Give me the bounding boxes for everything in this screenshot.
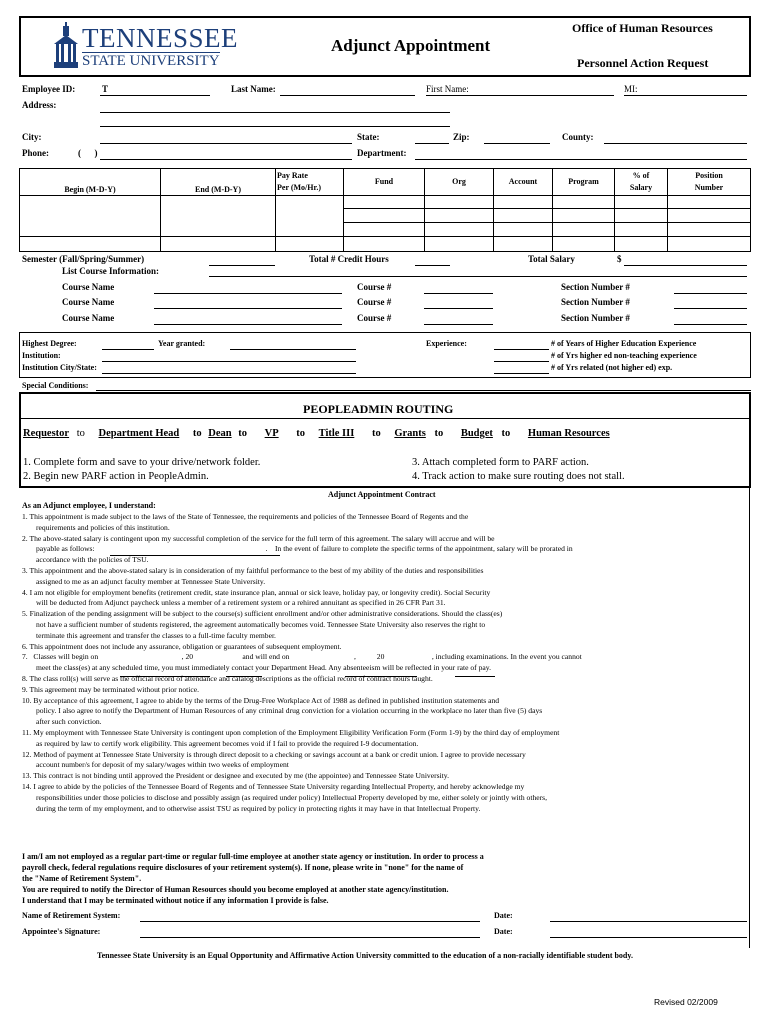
col-end: End (M-D-Y) <box>195 185 241 194</box>
last-name-label: Last Name: <box>231 84 276 94</box>
contract-text <box>22 512 742 814</box>
course-name-label-2: Course Name <box>62 297 115 307</box>
routing-divider <box>19 418 751 419</box>
col-org: Org <box>452 177 466 186</box>
route-dean-label: Dean <box>208 428 232 439</box>
routing-step-2: 2. Begin new PARF action in PeopleAdmin. <box>23 471 209 482</box>
revised-date: Revised 02/2009 <box>654 997 718 1007</box>
route-title-iii-label: Title III <box>318 428 355 439</box>
section-num-label-3: Section Number # <box>561 313 630 323</box>
col-pay-rate-1: Pay Rate <box>277 171 308 180</box>
signature-field[interactable] <box>140 937 480 938</box>
route-to-6: to <box>434 428 444 439</box>
contract-right-border <box>749 488 750 948</box>
dollar-sign: $ <box>617 254 622 264</box>
contract-line: not have a sufficient number of students registered, the agreement automatically becomes void. Tennessee State University also reserves the right to <box>36 619 486 629</box>
contract-line: 3. This appointment and the above-stated salary is in consideration of my faithful performance to the best of my ability of the duties and responsibilities <box>22 565 484 575</box>
contract-line: 9. This agreement may be terminated without prior notice. <box>22 684 199 694</box>
route-hr-label: Human Resources <box>527 428 610 439</box>
form-title: Adjunct Appointment <box>331 36 491 55</box>
disclosure-5: I understand that I may be terminated without notice if any information I provide is false. <box>22 896 329 905</box>
contract-line: 14. I agree to abide by the policies of the Tennessee Board of Regents and of Tennessee State University regarding Intellectual Property, and hereby acknowledge my <box>22 781 525 791</box>
logo-rule <box>82 52 220 53</box>
city-label: City: <box>22 132 42 142</box>
course-num-field-3[interactable] <box>424 324 493 325</box>
address-label: Address: <box>22 100 57 110</box>
contract-line: policy. I also agree to notify the Department of Human Resources of any criminal drug conviction for a violation occurring in the workplace no later than five (5) days <box>36 706 543 716</box>
signature-label: Appointee's Signature: <box>22 927 101 936</box>
first-name-label: First Name: <box>426 84 469 94</box>
zip-field[interactable] <box>484 143 550 144</box>
tsu-logo <box>52 22 238 72</box>
course-name-field-1[interactable] <box>154 293 342 294</box>
contract-line: terminate this agreement and transfer the classes to a full-time faculty member. <box>36 630 276 640</box>
course-list-field[interactable] <box>209 276 747 277</box>
address-field-1[interactable] <box>100 112 450 113</box>
phone-field[interactable] <box>100 159 352 160</box>
course-num-label-1: Course # <box>357 282 392 292</box>
col-fund: Fund <box>374 177 394 186</box>
col-position-2: Number <box>694 183 724 192</box>
contract-line: 6. This appointment does not include any assurance, obligation or guarantees of subsequent employment. <box>22 641 342 651</box>
contract-line: payable as follows: . In the event of failure to complete the specific terms of the appointment, salary will be prorated in <box>36 544 573 554</box>
contract-line: 13. This contract is not binding until approved the President or designee and executed by me (the appointee) and Tennessee State University. <box>22 771 449 781</box>
date-field-1[interactable] <box>550 921 747 922</box>
contract-line: meet the class(es) at any scheduled time, you must immediately contact your Department Head. Any absenteeism will be reflected in your rate of pay. <box>36 663 491 673</box>
retirement-field[interactable] <box>140 921 480 922</box>
route-dept-head-label: Department Head <box>98 428 180 439</box>
classes-begin-year-field[interactable] <box>226 676 262 677</box>
eeo-statement: Tennessee State University is an Equal Opportunity and Affirmative Action University committed to the education of a non-racially identifiable student body. <box>97 951 633 960</box>
state-label: State: <box>357 132 380 142</box>
employee-id-value[interactable]: T <box>102 84 109 94</box>
col-position-1: Position <box>695 171 723 180</box>
course-name-field-2[interactable] <box>154 308 342 309</box>
last-name-field[interactable] <box>280 95 415 96</box>
total-salary-field[interactable] <box>624 265 747 266</box>
pay-table-row-line <box>19 236 751 237</box>
course-name-label-1: Course Name <box>62 282 115 292</box>
total-salary-label: Total Salary <box>528 254 575 264</box>
institution-label: Institution: <box>22 351 61 360</box>
date-field-2[interactable] <box>550 937 747 938</box>
route-requestor-label: Requestor <box>23 428 70 439</box>
course-name-label-3: Course Name <box>62 313 115 323</box>
classes-end-field[interactable] <box>345 676 417 677</box>
route-budget <box>461 428 493 439</box>
contract-line: 8. The class roll(s) will serve as the official record of attendance and catalog descriptions as the official record of contract hours taught. <box>22 673 433 683</box>
route-to-2: to <box>192 428 202 439</box>
col-percent-2: Salary <box>629 183 653 192</box>
col-percent <box>615 170 667 194</box>
contract-line: accordance with the policies of TSU. <box>36 555 149 565</box>
logo-line2: STATE UNIVERSITY <box>82 53 220 69</box>
county-field[interactable] <box>604 143 747 144</box>
date-label-2: Date: <box>494 927 513 936</box>
institution-city-field[interactable] <box>102 373 356 374</box>
disclosure-3: the "Name of Retirement System". <box>22 874 142 883</box>
form-subtitle: Personnel Action Request <box>577 56 709 70</box>
retirement-label: Name of Retirement System: <box>22 911 121 920</box>
route-grants <box>394 428 426 439</box>
disclosure-2: payroll check, federal regulations require disclosures of your retirement system(s). If none, please write in "none" for the name of <box>22 863 464 872</box>
semester-label: Semester (Fall/Spring/Summer) <box>22 254 145 264</box>
department-label: Department: <box>357 148 407 158</box>
zip-label: Zip: <box>453 132 470 142</box>
routing-step-4: 4. Track action to make sure routing does not stall. <box>412 471 625 482</box>
section-num-field-2[interactable] <box>674 308 747 309</box>
section-num-label-2: Section Number # <box>561 297 630 307</box>
contract-line: 7. Classes will begin on , 20 and will end on , 20 , including examinations. In the event you cannot <box>22 652 582 662</box>
county-label: County: <box>562 132 594 142</box>
route-to-4: to <box>296 428 305 439</box>
section-num-field-1[interactable] <box>674 293 747 294</box>
exp-field-3[interactable] <box>494 373 549 374</box>
col-program: Program <box>568 177 599 186</box>
mi-label: MI: <box>624 84 638 94</box>
year-granted-label: Year granted: <box>158 339 206 348</box>
total-credit-label: Total # Credit Hours <box>309 254 389 264</box>
exp-label-2: # of Yrs higher ed non-teaching experience <box>551 351 697 360</box>
contract-line: after such conviction. <box>36 717 102 727</box>
address-field-2[interactable] <box>100 126 450 127</box>
contract-title: Adjunct Appointment Contract <box>328 490 436 499</box>
route-to-1: to <box>76 428 85 439</box>
special-conditions-field[interactable] <box>96 390 751 391</box>
routing-title: PEOPLEADMIN ROUTING <box>303 402 454 416</box>
classes-end-year-field[interactable] <box>455 676 495 677</box>
total-credit-field[interactable] <box>415 265 450 266</box>
contract-line: account number/s for deposit of my salary/wages within two weeks of employment <box>36 760 289 770</box>
route-requestor <box>23 428 69 439</box>
logo-line1: TENNESSEE <box>82 23 238 53</box>
experience-label: Experience: <box>426 339 467 348</box>
route-to-7: to <box>501 428 511 439</box>
col-position <box>668 170 750 194</box>
contract-line: will be deducted from Adjunct paycheck unless a member of a retirement system or a rehired annuitant as specified in 26 CFR Part 31. <box>36 598 446 608</box>
route-dean <box>208 428 231 439</box>
institution-city-label: Institution City/State: <box>22 363 97 372</box>
classes-begin-field[interactable] <box>120 676 210 677</box>
institution-field[interactable] <box>102 361 356 362</box>
route-to-5: to <box>371 428 381 439</box>
highest-degree-label: Highest Degree: <box>22 339 77 348</box>
exp-label-1: # of Years of Higher Education Experience <box>551 339 697 348</box>
office-label: Office of Human Resources <box>572 21 713 35</box>
pay-table-divider <box>275 168 276 252</box>
col-account: Account <box>508 177 538 186</box>
routing-step-3: 3. Attach completed form to PARF action. <box>412 457 589 468</box>
contract-line: during the term of my employment, and to otherwise assist TSU as required by policy in protecting rights it may have in that Intellectual Property. <box>36 803 481 813</box>
route-budget-label: Budget <box>460 428 493 439</box>
phone-value[interactable]: ( ) <box>78 148 98 158</box>
section-num-label-1: Section Number # <box>561 282 630 292</box>
payable-field[interactable] <box>110 555 280 556</box>
section-num-field-3[interactable] <box>674 324 747 325</box>
col-percent-1: % of <box>632 171 650 180</box>
mi-field[interactable] <box>624 95 747 96</box>
pay-table-row-line <box>343 222 751 223</box>
date-label-1: Date: <box>494 911 513 920</box>
route-hr <box>528 428 610 439</box>
exp-field-2[interactable] <box>494 361 549 362</box>
pay-table-row-line <box>343 208 751 209</box>
state-field[interactable] <box>415 143 449 144</box>
contract-line: 12. Method of payment at Tennessee State University is through direct deposit to a checking or savings account at a bank or credit union. I agree to provide necessary <box>22 749 526 759</box>
contract-line: 1. This appointment is made subject to the laws of the State of Tennessee, the requirements and policies of the Tennessee Board of Regents and the <box>22 512 469 521</box>
exp-label-3: # of Yrs related (not higher ed) exp. <box>551 363 673 372</box>
year-granted-field[interactable] <box>230 349 356 350</box>
route-vp-label: VP <box>264 428 279 439</box>
phone-label: Phone: <box>22 148 49 158</box>
contract-line: as required by law to certify work eligibility. This agreement becomes void if I fail to provide the required I-9 documentation. <box>36 738 419 748</box>
routing-chain <box>23 428 610 439</box>
first-name-field[interactable] <box>426 95 614 96</box>
department-field[interactable] <box>415 159 747 160</box>
course-num-field-1[interactable] <box>424 293 493 294</box>
contract-line: 11. My employment with Tennessee State University is contingent upon completion of the Employment Eligibility Verification Form (Form 1-9) by the third day of employment <box>22 727 560 737</box>
capitol-icon <box>52 22 80 70</box>
employee-id-label: Employee ID: <box>22 84 76 94</box>
contract-line: assigned to me as an adjunct faculty member at Tennessee State University. <box>36 576 266 586</box>
route-dept-head <box>99 428 180 439</box>
highest-degree-field[interactable] <box>102 349 154 350</box>
course-num-label-3: Course # <box>357 313 392 323</box>
contract-line: 10. By acceptance of this agreement, I agree to abide by the terms of the Drug-Free Workplace Act of 1988 as defined in published institution statements and <box>22 695 500 705</box>
routing-step-1: 1. Complete form and save to your drive/network folder. <box>23 457 261 468</box>
course-num-label-2: Course # <box>357 297 392 307</box>
disclosure-4: You are required to notify the Director of Human Resources should you become employed at another state agency/institution. <box>22 885 449 894</box>
contract-line: 5. Finalization of the pending assignment will be subject to the course(s) sufficient enrollment and/or other administrative considerations. Should the class(es) <box>22 609 503 619</box>
course-name-field-3[interactable] <box>154 324 342 325</box>
semester-field[interactable] <box>209 265 275 266</box>
contract-line: 2. The above-stated salary is contingent upon my successful completion of the service for the full term of this agreement. The salary will accrue and will be <box>22 533 495 543</box>
pay-table-divider <box>160 168 161 252</box>
col-pay-rate <box>277 170 321 194</box>
route-grants-label: Grants <box>394 428 426 439</box>
route-title-iii <box>319 428 355 439</box>
list-course-label: List Course Information: <box>62 266 159 276</box>
course-num-field-2[interactable] <box>424 308 493 309</box>
special-conditions-label: Special Conditions: <box>22 381 89 390</box>
route-to-3: to <box>238 428 247 439</box>
city-field[interactable] <box>100 143 352 144</box>
contract-line: 4. I am not eligible for employment benefits (retirement credit, state insurance plan, annual or sick leave, holiday pay, or longevity credit). Social Security <box>22 587 491 597</box>
employee-id-field[interactable] <box>100 95 210 96</box>
contract-line: requirements and policies of this institution. <box>36 522 170 532</box>
exp-field-1[interactable] <box>494 349 549 350</box>
disclosure-1: I am/I am not employed as a regular part-time or regular full-time employee at another state agency or institution. In order to process a <box>22 852 484 861</box>
col-begin: Begin (M-D-Y) <box>64 185 116 194</box>
col-pay-rate-2: Per (Mo/Hr.) <box>277 183 321 192</box>
contract-intro: As an Adjunct employee, I understand: <box>22 501 156 510</box>
route-vp <box>265 428 279 439</box>
contract-line: responsibilities under those policies to disclose and possibly assign (as required under policy) Intellectual Property developed by me, either solely or jointly with others, <box>36 792 547 802</box>
